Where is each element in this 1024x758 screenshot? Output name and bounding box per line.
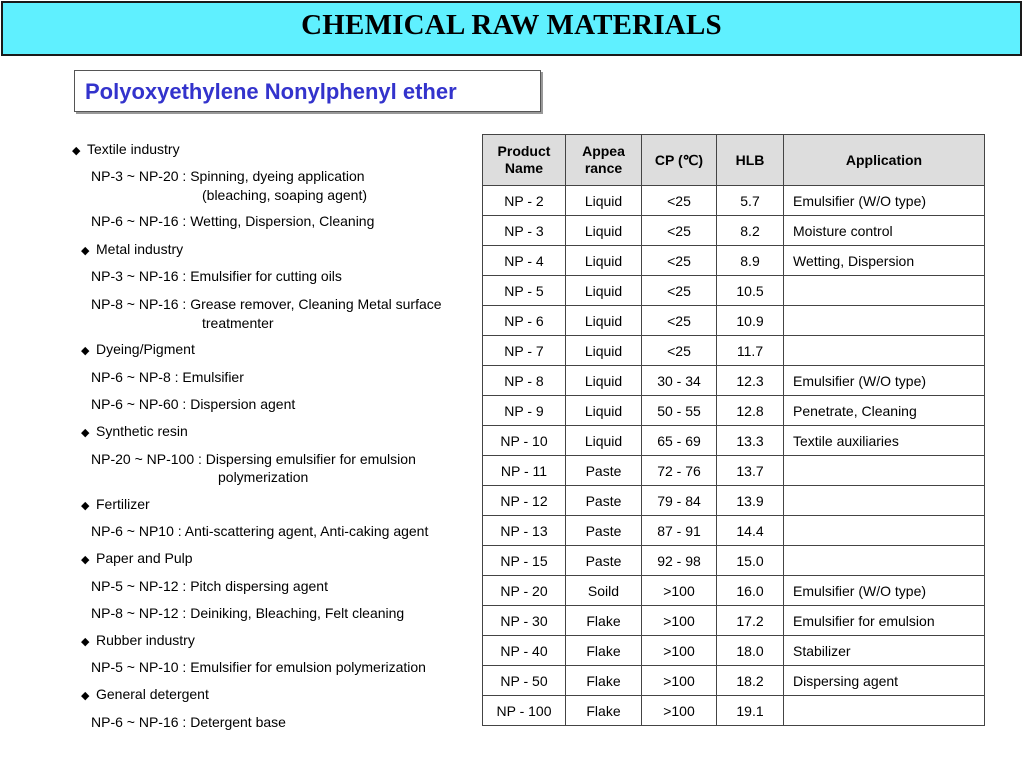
table-row xyxy=(483,516,985,546)
table-row xyxy=(483,246,985,276)
cell-appearance: Liquid xyxy=(566,336,642,366)
use-item: NP-5 ~ NP-10 : Emulsifier for emulsion polymerization xyxy=(91,659,426,675)
diamond-bullet-icon: ◆ xyxy=(81,636,90,648)
category-label: Textile industry xyxy=(87,141,180,157)
cell-hlb: 18.2 xyxy=(717,666,784,696)
cell-appearance: Liquid xyxy=(566,306,642,336)
diamond-bullet-icon: ◆ xyxy=(81,500,90,512)
header-application: Application xyxy=(784,135,985,186)
cell-application xyxy=(784,456,985,486)
category-label: Dyeing/Pigment xyxy=(96,341,195,357)
use-item: NP-6 ~ NP10 : Anti-scattering agent, Anti-caking agent xyxy=(91,523,429,539)
cell-application xyxy=(784,546,985,576)
table-row xyxy=(483,666,985,696)
cell-hlb: 18.0 xyxy=(717,636,784,666)
use-item: NP-6 ~ NP-16 : Detergent base xyxy=(91,714,286,730)
cell-product: NP - 13 xyxy=(483,516,566,546)
table-row xyxy=(483,336,985,366)
cell-hlb: 8.2 xyxy=(717,216,784,246)
use-item: (bleaching, soaping agent) xyxy=(202,187,368,203)
subtitle: Polyoxyethylene Nonylphenyl ether xyxy=(85,79,457,104)
cell-cp: <25 xyxy=(642,246,717,276)
cell-hlb: 12.8 xyxy=(717,396,784,426)
category-fertilizer xyxy=(81,496,150,515)
header-hlb: HLB xyxy=(717,135,784,186)
use-item: NP-20 ~ NP-100 : Dispersing emulsifier for emulsion xyxy=(91,451,416,467)
header-appearance: Appea rance xyxy=(566,135,642,186)
cell-hlb: 13.9 xyxy=(717,486,784,516)
cell-hlb: 10.5 xyxy=(717,276,784,306)
cell-appearance: Flake xyxy=(566,606,642,636)
cell-cp: <25 xyxy=(642,306,717,336)
cell-cp: 30 - 34 xyxy=(642,366,717,396)
cell-appearance: Liquid xyxy=(566,366,642,396)
table-row xyxy=(483,576,985,606)
cell-product: NP - 8 xyxy=(483,366,566,396)
cell-product: NP - 2 xyxy=(483,186,566,216)
cell-product: NP - 20 xyxy=(483,576,566,606)
header-cp: CP (℃) xyxy=(642,135,717,186)
cell-cp: <25 xyxy=(642,216,717,246)
table-header-row xyxy=(483,135,985,186)
cell-application: Emulsifier for emulsion xyxy=(784,606,985,636)
cell-product: NP - 5 xyxy=(483,276,566,306)
category-textile xyxy=(72,141,180,160)
table-row xyxy=(483,306,985,336)
cell-application: Textile auxiliaries xyxy=(784,426,985,456)
use-item: NP-6 ~ NP-16 : Wetting, Dispersion, Cleaning xyxy=(91,213,375,229)
cell-cp: 87 - 91 xyxy=(642,516,717,546)
cell-product: NP - 11 xyxy=(483,456,566,486)
cell-cp: 50 - 55 xyxy=(642,396,717,426)
use-item: treatmenter xyxy=(202,315,274,331)
cell-appearance: Flake xyxy=(566,666,642,696)
cell-appearance: Liquid xyxy=(566,276,642,306)
cell-product: NP - 15 xyxy=(483,546,566,576)
use-item: NP-3 ~ NP-16 : Emulsifier for cutting oils xyxy=(91,268,342,284)
category-label: General detergent xyxy=(96,686,209,702)
table-row xyxy=(483,696,985,726)
cell-appearance: Flake xyxy=(566,696,642,726)
page-title: CHEMICAL RAW MATERIALS xyxy=(301,9,722,41)
use-item: NP-5 ~ NP-12 : Pitch dispersing agent xyxy=(91,578,328,594)
cell-application xyxy=(784,276,985,306)
cell-application xyxy=(784,516,985,546)
table-row xyxy=(483,456,985,486)
cell-hlb: 19.1 xyxy=(717,696,784,726)
table-row xyxy=(483,366,985,396)
cell-appearance: Liquid xyxy=(566,396,642,426)
cell-application xyxy=(784,306,985,336)
category-rubber xyxy=(81,632,195,651)
cell-appearance: Liquid xyxy=(566,216,642,246)
table-row xyxy=(483,486,985,516)
cell-cp: <25 xyxy=(642,186,717,216)
cell-hlb: 15.0 xyxy=(717,546,784,576)
table-row xyxy=(483,396,985,426)
cell-appearance: Paste xyxy=(566,456,642,486)
cell-cp: 79 - 84 xyxy=(642,486,717,516)
use-item: NP-6 ~ NP-60 : Dispersion agent xyxy=(91,396,296,412)
category-label: Paper and Pulp xyxy=(96,550,193,566)
cell-product: NP - 100 xyxy=(483,696,566,726)
diamond-bullet-icon: ◆ xyxy=(81,427,90,439)
cell-product: NP - 3 xyxy=(483,216,566,246)
cell-application xyxy=(784,336,985,366)
cell-application: Emulsifier (W/O type) xyxy=(784,576,985,606)
cell-appearance: Flake xyxy=(566,636,642,666)
cell-application: Emulsifier (W/O type) xyxy=(784,186,985,216)
cell-cp: >100 xyxy=(642,666,717,696)
cell-appearance: Liquid xyxy=(566,426,642,456)
cell-product: NP - 50 xyxy=(483,666,566,696)
cell-product: NP - 9 xyxy=(483,396,566,426)
category-label: Metal industry xyxy=(96,241,184,257)
cell-hlb: 11.7 xyxy=(717,336,784,366)
category-paper-pulp xyxy=(81,550,193,569)
cell-application: Stabilizer xyxy=(784,636,985,666)
diamond-bullet-icon: ◆ xyxy=(72,145,81,157)
cell-hlb: 13.3 xyxy=(717,426,784,456)
cell-application: Emulsifier (W/O type) xyxy=(784,366,985,396)
uses-list xyxy=(0,0,480,758)
cell-product: NP - 4 xyxy=(483,246,566,276)
cell-appearance: Soild xyxy=(566,576,642,606)
cell-hlb: 17.2 xyxy=(717,606,784,636)
cell-cp: >100 xyxy=(642,696,717,726)
cell-hlb: 13.7 xyxy=(717,456,784,486)
cell-application: Dispersing agent xyxy=(784,666,985,696)
diamond-bullet-icon: ◆ xyxy=(81,245,90,257)
cell-cp: >100 xyxy=(642,576,717,606)
use-item: polymerization xyxy=(218,469,309,485)
cell-cp: >100 xyxy=(642,606,717,636)
cell-hlb: 5.7 xyxy=(717,186,784,216)
table-row xyxy=(483,216,985,246)
header-product-name: Product Name xyxy=(483,135,566,186)
cell-application xyxy=(784,696,985,726)
use-item: NP-3 ~ NP-20 : Spinning, dyeing application xyxy=(91,168,365,184)
use-item: NP-6 ~ NP-8 : Emulsifier xyxy=(91,369,244,385)
cell-appearance: Paste xyxy=(566,516,642,546)
cell-product: NP - 10 xyxy=(483,426,566,456)
cell-application: Moisture control xyxy=(784,216,985,246)
diamond-bullet-icon: ◆ xyxy=(81,345,90,357)
cell-appearance: Liquid xyxy=(566,186,642,216)
cell-appearance: Paste xyxy=(566,546,642,576)
cell-hlb: 16.0 xyxy=(717,576,784,606)
use-item: NP-8 ~ NP-12 : Deiniking, Bleaching, Felt cleaning xyxy=(91,605,405,621)
category-label: Rubber industry xyxy=(96,632,195,648)
cell-hlb: 10.9 xyxy=(717,306,784,336)
table-row xyxy=(483,276,985,306)
cell-cp: >100 xyxy=(642,636,717,666)
table-row xyxy=(483,546,985,576)
cell-product: NP - 12 xyxy=(483,486,566,516)
category-general-detergent xyxy=(81,686,209,705)
category-metal xyxy=(81,241,183,260)
cell-product: NP - 6 xyxy=(483,306,566,336)
cell-hlb: 14.4 xyxy=(717,516,784,546)
cell-cp: 65 - 69 xyxy=(642,426,717,456)
category-label: Synthetic resin xyxy=(96,423,188,439)
category-label: Fertilizer xyxy=(96,496,150,512)
cell-cp: <25 xyxy=(642,336,717,366)
table-row xyxy=(483,606,985,636)
cell-application: Wetting, Dispersion xyxy=(784,246,985,276)
cell-hlb: 12.3 xyxy=(717,366,784,396)
diamond-bullet-icon: ◆ xyxy=(81,690,90,702)
cell-application xyxy=(784,486,985,516)
cell-product: NP - 40 xyxy=(483,636,566,666)
cell-appearance: Liquid xyxy=(566,246,642,276)
diamond-bullet-icon: ◆ xyxy=(81,554,90,566)
product-table xyxy=(482,134,985,726)
table-row xyxy=(483,186,985,216)
use-item: NP-8 ~ NP-16 : Grease remover, Cleaning Metal surface xyxy=(91,296,442,312)
cell-application: Penetrate, Cleaning xyxy=(784,396,985,426)
table-row xyxy=(483,426,985,456)
cell-hlb: 8.9 xyxy=(717,246,784,276)
cell-cp: 72 - 76 xyxy=(642,456,717,486)
category-synthetic-resin xyxy=(81,423,188,442)
cell-cp: 92 - 98 xyxy=(642,546,717,576)
cell-product: NP - 7 xyxy=(483,336,566,366)
category-dyeing xyxy=(81,341,195,360)
cell-product: NP - 30 xyxy=(483,606,566,636)
table-body xyxy=(483,186,985,726)
cell-cp: <25 xyxy=(642,276,717,306)
cell-appearance: Paste xyxy=(566,486,642,516)
table-row xyxy=(483,636,985,666)
